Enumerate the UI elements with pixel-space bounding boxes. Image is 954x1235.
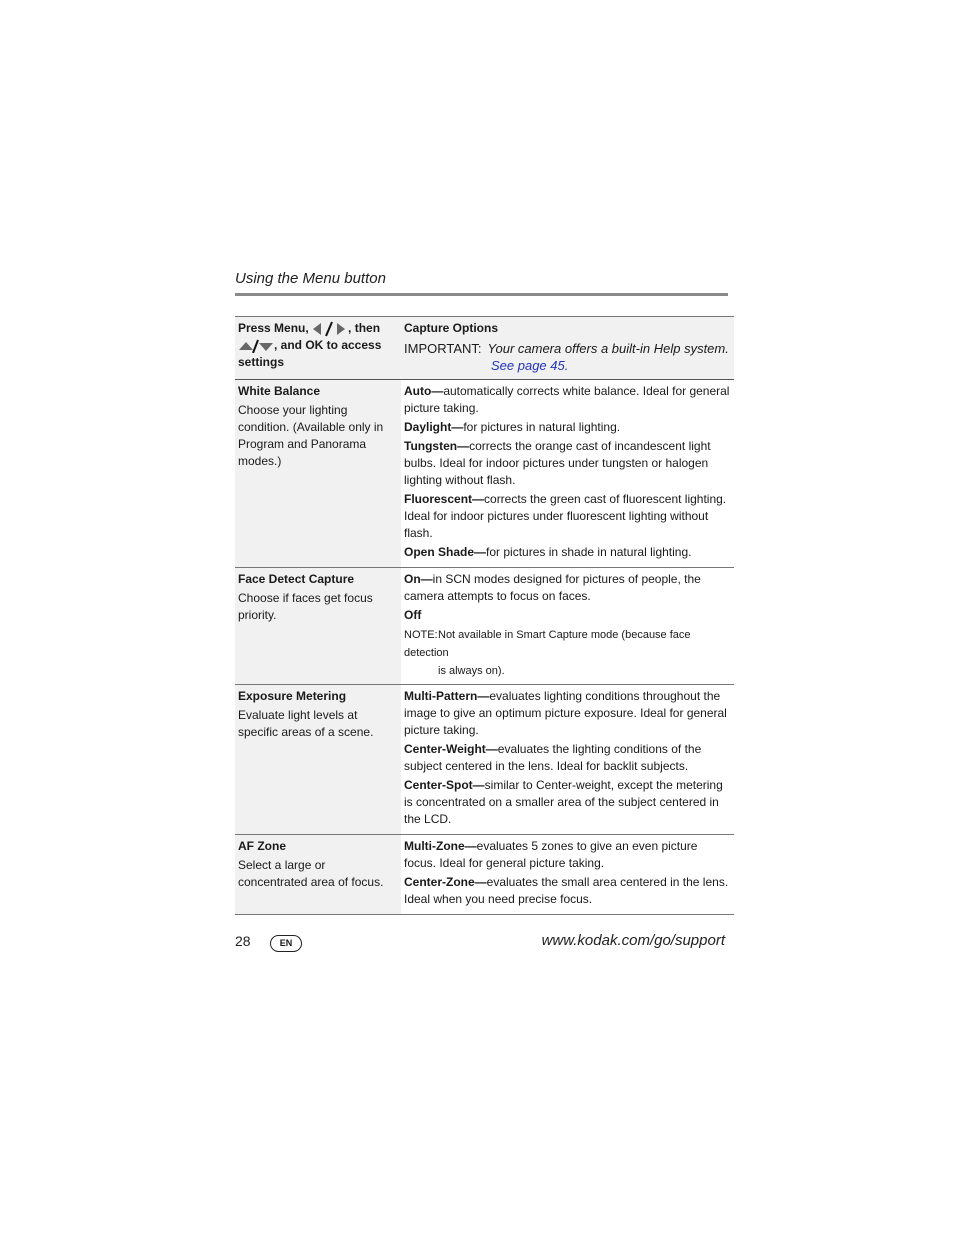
option-open-shade: Open Shade—for pictures in shade in natural lighting. xyxy=(404,545,692,559)
header-left-cell xyxy=(235,317,401,380)
row-options-cell xyxy=(401,380,734,568)
option-daylight: Daylight—for pictures in natural lighting. xyxy=(404,420,621,434)
header-rule xyxy=(235,293,728,296)
option-auto: Auto—automatically corrects white balance. Ideal for general picture taking. xyxy=(404,384,730,415)
row-label-cell xyxy=(235,685,401,835)
support-url[interactable]: www.kodak.com/go/support xyxy=(541,932,725,949)
row-label-cell xyxy=(235,835,401,915)
face-detect-title: Face Detect Capture xyxy=(238,572,355,586)
option-multi-pattern: Multi-Pattern—evaluates lighting conditions throughout the image to give an optimum picture exposure. Ideal for general picture taking. xyxy=(404,689,727,737)
capture-options-table xyxy=(235,316,734,915)
ok-access-text: , and OK to access settings xyxy=(238,338,382,369)
header-right-cell xyxy=(401,317,734,380)
capture-options-title: Capture Options xyxy=(404,321,499,335)
option-center-zone: Center-Zone—evaluates the small area centered in the lens. Ideal when you need precise focus. xyxy=(404,875,729,906)
table-row xyxy=(235,568,734,685)
option-tungsten: Tungsten—corrects the orange cast of incandescent light bulbs. Ideal for indoor pictures under tungsten or halogen lighting without flash. xyxy=(404,439,711,487)
table-row xyxy=(235,380,734,568)
row-options-cell xyxy=(401,685,734,835)
white-balance-desc: Choose your lighting condition. (Available only in Program and Panorama modes.) xyxy=(238,403,384,468)
note-text-2: is always on). xyxy=(438,665,505,677)
option-on: On—in SCN modes designed for pictures of people, the camera attempts to focus on faces. xyxy=(404,572,701,603)
left-right-arrow-icon xyxy=(312,321,348,337)
then-text: , then xyxy=(348,321,381,335)
press-menu-text: Press Menu, xyxy=(238,321,309,335)
row-label-cell xyxy=(235,380,401,568)
option-off: Off xyxy=(404,608,422,622)
note-text-1: Not available in Smart Capture mode (because face detection xyxy=(404,629,691,659)
option-multi-zone: Multi-Zone—evaluates 5 zones to give an even picture focus. Ideal for general picture taking. xyxy=(404,839,698,870)
exposure-metering-title: Exposure Metering xyxy=(238,689,347,703)
exposure-metering-desc: Evaluate light levels at specific areas of a scene. xyxy=(238,708,374,739)
language-badge: EN xyxy=(270,935,302,952)
important-text: Your camera offers a built-in Help system. xyxy=(487,341,729,356)
face-detect-note xyxy=(404,626,731,680)
row-options-cell xyxy=(401,835,734,915)
page-header-title: Using the Menu button xyxy=(235,270,386,287)
af-zone-desc: Select a large or concentrated area of focus. xyxy=(238,858,384,889)
see-page-link[interactable]: See page 45. xyxy=(491,358,569,373)
option-center-spot: Center-Spot—similar to Center-weight, except the metering is concentrated on a smaller area of the subject centered in the LCD. xyxy=(404,778,723,826)
table-row xyxy=(235,835,734,915)
important-notice xyxy=(404,340,731,374)
option-fluorescent: Fluorescent—corrects the green cast of fluorescent lighting. Ideal for indoor pictures under fluorescent lighting without flash. xyxy=(404,492,727,540)
table-header-row xyxy=(235,317,734,380)
af-zone-title: AF Zone xyxy=(238,839,286,853)
row-label-cell xyxy=(235,568,401,685)
white-balance-title: White Balance xyxy=(238,384,321,398)
option-center-weight: Center-Weight—evaluates the lighting conditions of the subject centered in the lens. Ideal for backlit subjects. xyxy=(404,742,702,773)
up-down-arrow-icon xyxy=(238,339,274,353)
row-options-cell xyxy=(401,568,734,685)
table-row xyxy=(235,685,734,835)
note-label: NOTE: xyxy=(404,629,438,641)
important-label: IMPORTANT: xyxy=(404,341,482,356)
page-number: 28 xyxy=(235,933,251,949)
face-detect-desc: Choose if faces get focus priority. xyxy=(238,591,373,622)
